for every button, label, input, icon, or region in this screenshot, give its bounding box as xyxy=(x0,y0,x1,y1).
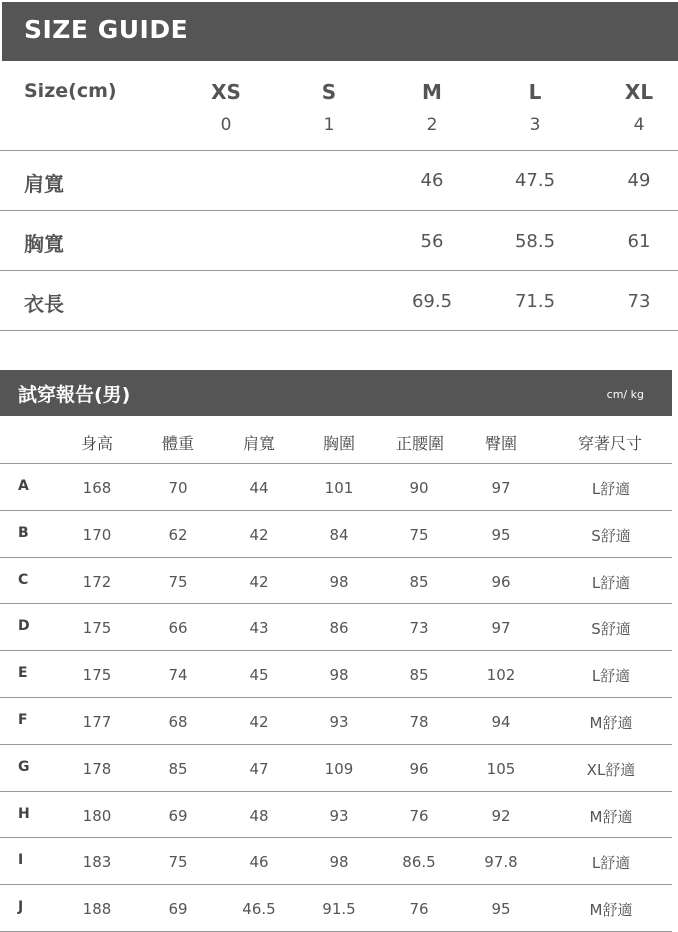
cell-chest: 109 xyxy=(324,760,354,778)
cell-waist: 96 xyxy=(409,760,429,778)
size-name-xs: XS xyxy=(211,80,241,104)
cell-weight: 75 xyxy=(168,573,188,591)
cell-weight: 75 xyxy=(168,853,188,871)
size-name-xl: XL xyxy=(624,80,654,104)
header-fit: 穿著尺寸 xyxy=(577,434,642,453)
divider xyxy=(0,330,678,331)
cell-shoulder: 44 xyxy=(249,479,269,497)
cell-fit: M舒適 xyxy=(589,714,633,732)
cell-height: 188 xyxy=(82,900,112,918)
row-id: D xyxy=(18,618,30,634)
cell-shoulder: 42 xyxy=(249,526,269,544)
cell-hip: 95 xyxy=(491,900,511,918)
length-m: 69.5 xyxy=(411,291,453,312)
cell-height: 175 xyxy=(82,666,112,684)
cell-hip: 97 xyxy=(491,619,511,637)
cell-waist: 86.5 xyxy=(402,853,436,871)
report-units: cm/ kg xyxy=(606,388,644,401)
row-id: A xyxy=(18,478,29,494)
cell-height: 175 xyxy=(82,619,112,637)
header-waist: 正腰圍 xyxy=(395,434,444,453)
cell-weight: 68 xyxy=(168,713,188,731)
size-num-xl: 4 xyxy=(633,115,645,135)
shoulder-m: 46 xyxy=(420,170,444,191)
row-id: F xyxy=(18,712,28,728)
row-divider xyxy=(0,744,672,745)
cell-weight: 85 xyxy=(168,760,188,778)
row-id: I xyxy=(18,852,24,868)
cell-fit: L舒適 xyxy=(591,480,631,498)
cell-height: 168 xyxy=(82,479,112,497)
cell-waist: 73 xyxy=(409,619,429,637)
cell-waist: 85 xyxy=(409,666,429,684)
cell-waist: 76 xyxy=(409,900,429,918)
header-height: 身高 xyxy=(80,434,113,453)
cell-fit: M舒適 xyxy=(589,901,633,919)
cell-weight: 74 xyxy=(168,666,188,684)
cell-shoulder: 47 xyxy=(249,760,269,778)
row-label-chest: 胸寬 xyxy=(24,232,64,256)
row-divider xyxy=(0,697,672,698)
cell-chest: 98 xyxy=(329,573,349,591)
cell-weight: 69 xyxy=(168,807,188,825)
cell-height: 172 xyxy=(82,573,112,591)
length-l: 71.5 xyxy=(514,291,556,312)
cell-fit: L舒適 xyxy=(591,667,631,685)
row-id: H xyxy=(18,806,30,822)
size-header-label: Size(cm) xyxy=(24,80,117,102)
report-title: 試穿報告(男) xyxy=(18,384,131,406)
cell-waist: 90 xyxy=(409,479,429,497)
size-name-m: M xyxy=(422,80,442,104)
cell-fit: S舒適 xyxy=(591,620,631,638)
header-weight: 體重 xyxy=(161,434,194,453)
length-xl: 73 xyxy=(627,291,651,312)
row-divider xyxy=(0,463,672,464)
size-num-l: 3 xyxy=(529,115,541,135)
size-num-xs: 0 xyxy=(220,115,232,135)
cell-chest: 91.5 xyxy=(322,900,356,918)
cell-shoulder: 46 xyxy=(249,853,269,871)
header-hip: 臀圍 xyxy=(484,434,517,453)
header-shoulder: 肩寬 xyxy=(242,434,275,453)
shoulder-l: 47.5 xyxy=(514,170,556,191)
row-divider xyxy=(0,791,672,792)
report-banner xyxy=(0,370,672,416)
cell-hip: 97.8 xyxy=(484,853,518,871)
cell-hip: 94 xyxy=(491,713,511,731)
size-num-s: 1 xyxy=(323,115,335,135)
cell-height: 183 xyxy=(82,853,112,871)
row-divider xyxy=(0,510,672,511)
cell-chest: 93 xyxy=(329,713,349,731)
cell-shoulder: 42 xyxy=(249,573,269,591)
cell-chest: 84 xyxy=(329,526,349,544)
row-divider xyxy=(0,884,672,885)
cell-hip: 105 xyxy=(486,760,516,778)
row-divider xyxy=(0,603,672,604)
cell-shoulder: 46.5 xyxy=(242,900,276,918)
size-num-m: 2 xyxy=(426,115,438,135)
cell-chest: 86 xyxy=(329,619,349,637)
cell-weight: 70 xyxy=(168,479,188,497)
header-chest: 胸圍 xyxy=(322,434,355,453)
cell-weight: 62 xyxy=(168,526,188,544)
cell-hip: 92 xyxy=(491,807,511,825)
cell-shoulder: 45 xyxy=(249,666,269,684)
size-name-l: L xyxy=(528,80,542,104)
cell-fit: XL舒適 xyxy=(586,761,636,779)
cell-chest: 98 xyxy=(329,853,349,871)
cell-weight: 66 xyxy=(168,619,188,637)
row-divider xyxy=(0,650,672,651)
cell-chest: 98 xyxy=(329,666,349,684)
size-name-s: S xyxy=(321,80,337,104)
cell-weight: 69 xyxy=(168,900,188,918)
chest-xl: 61 xyxy=(627,231,651,252)
divider xyxy=(0,150,678,151)
cell-height: 180 xyxy=(82,807,112,825)
size-guide-title: SIZE GUIDE xyxy=(24,15,189,44)
row-divider xyxy=(0,837,672,838)
cell-fit: S舒適 xyxy=(591,527,631,545)
cell-hip: 96 xyxy=(491,573,511,591)
cell-hip: 95 xyxy=(491,526,511,544)
cell-shoulder: 42 xyxy=(249,713,269,731)
divider xyxy=(0,210,678,211)
row-id: C xyxy=(18,572,29,588)
cell-chest: 101 xyxy=(324,479,354,497)
row-id: G xyxy=(18,759,30,775)
cell-fit: L舒適 xyxy=(591,854,631,872)
chest-l: 58.5 xyxy=(514,231,556,252)
cell-height: 178 xyxy=(82,760,112,778)
row-label-length: 衣長 xyxy=(24,292,64,316)
cell-waist: 76 xyxy=(409,807,429,825)
cell-waist: 85 xyxy=(409,573,429,591)
cell-height: 170 xyxy=(82,526,112,544)
cell-fit: L舒適 xyxy=(591,574,631,592)
cell-shoulder: 48 xyxy=(249,807,269,825)
size-guide-banner xyxy=(2,2,678,61)
cell-hip: 102 xyxy=(486,666,516,684)
cell-chest: 93 xyxy=(329,807,349,825)
cell-fit: M舒適 xyxy=(589,808,633,826)
shoulder-xl: 49 xyxy=(627,170,651,191)
row-id: J xyxy=(18,899,24,915)
cell-hip: 97 xyxy=(491,479,511,497)
chest-m: 56 xyxy=(420,231,444,252)
row-id: B xyxy=(18,525,29,541)
cell-waist: 78 xyxy=(409,713,429,731)
row-label-shoulder: 肩寬 xyxy=(24,172,64,196)
cell-height: 177 xyxy=(82,713,112,731)
divider xyxy=(0,270,678,271)
cell-shoulder: 43 xyxy=(249,619,269,637)
cell-waist: 75 xyxy=(409,526,429,544)
row-divider xyxy=(0,557,672,558)
row-id: E xyxy=(18,665,28,681)
